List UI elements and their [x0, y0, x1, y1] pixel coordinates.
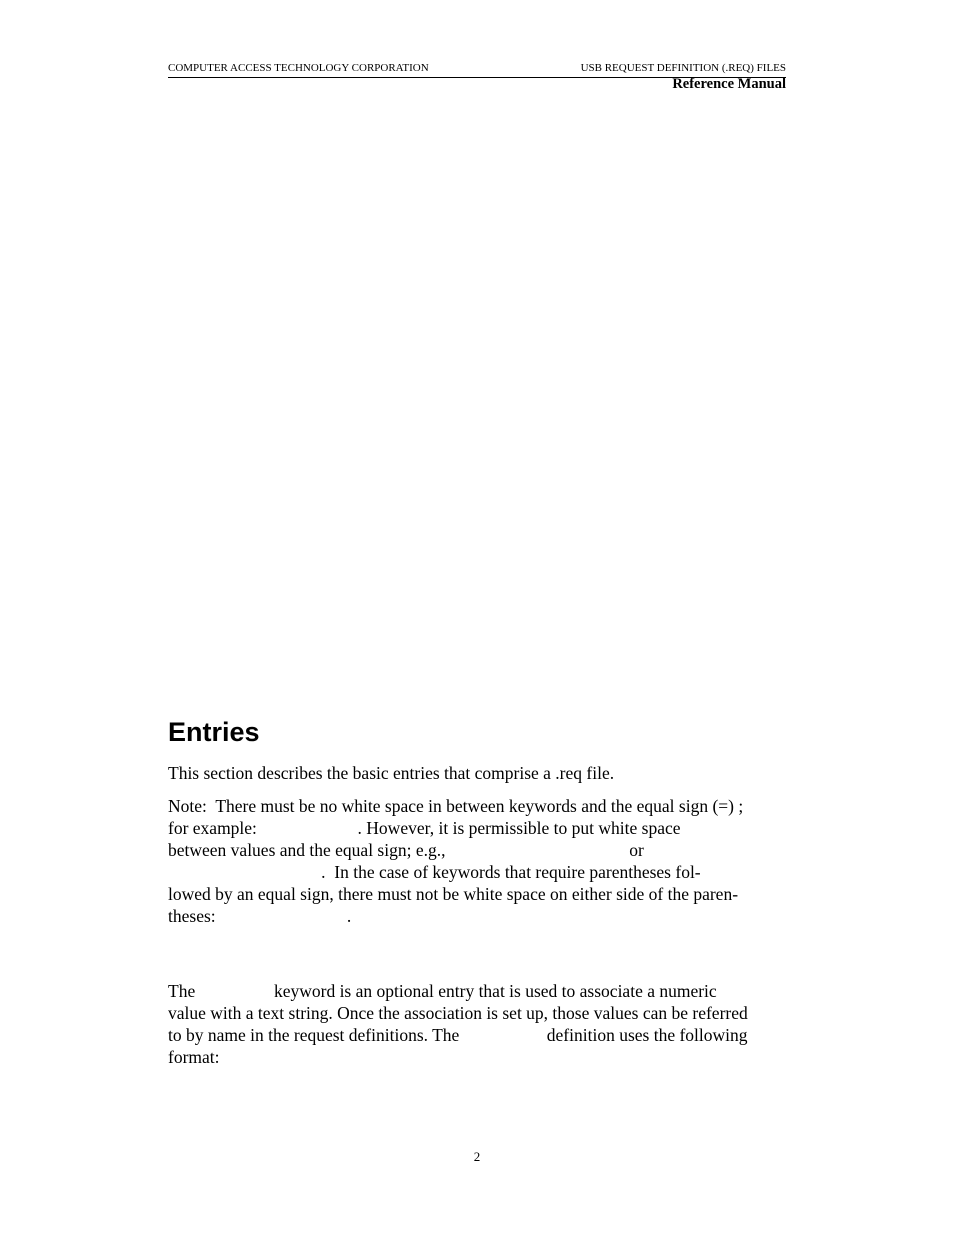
note-line-4: . In the case of keywords that require parentheses fol-	[168, 862, 701, 882]
header-document-title: USB REQUEST DEFINITION (.REQ) FILES	[580, 62, 786, 74]
note-line-5: lowed by an equal sign, there must not be white space on either side of the paren-	[168, 884, 739, 904]
keyword-line-2: value with a text string. Once the association is set up, those values can be referred	[168, 1003, 748, 1023]
intro-paragraph	[168, 762, 786, 784]
keyword-line-1: The keyword is an optional entry that is used to associate a numeric	[168, 981, 717, 1001]
note-line-6: theses: .	[168, 906, 352, 926]
intro-line: This section describes the basic entries that comprise a .req file.	[168, 763, 615, 783]
note-paragraph	[168, 795, 786, 927]
keyword-line-4: format:	[168, 1047, 220, 1067]
keyword-paragraph	[168, 980, 786, 1068]
page-number: 2	[473, 1149, 481, 1164]
header-company-name: COMPUTER ACCESS TECHNOLOGY CORPORATION	[168, 62, 429, 74]
note-line-1: Note: There must be no white space in between keywords and the equal sign (=) ;	[168, 796, 744, 816]
note-line-3: between values and the equal sign; e.g., or	[168, 840, 644, 860]
section-heading: Entries	[168, 717, 260, 747]
note-line-2: for example: . However, it is permissible to put white space	[168, 818, 681, 838]
keyword-line-3: to by name in the request definitions. The definition uses the following	[168, 1025, 748, 1045]
header-manual-label: Reference Manual	[672, 76, 786, 92]
